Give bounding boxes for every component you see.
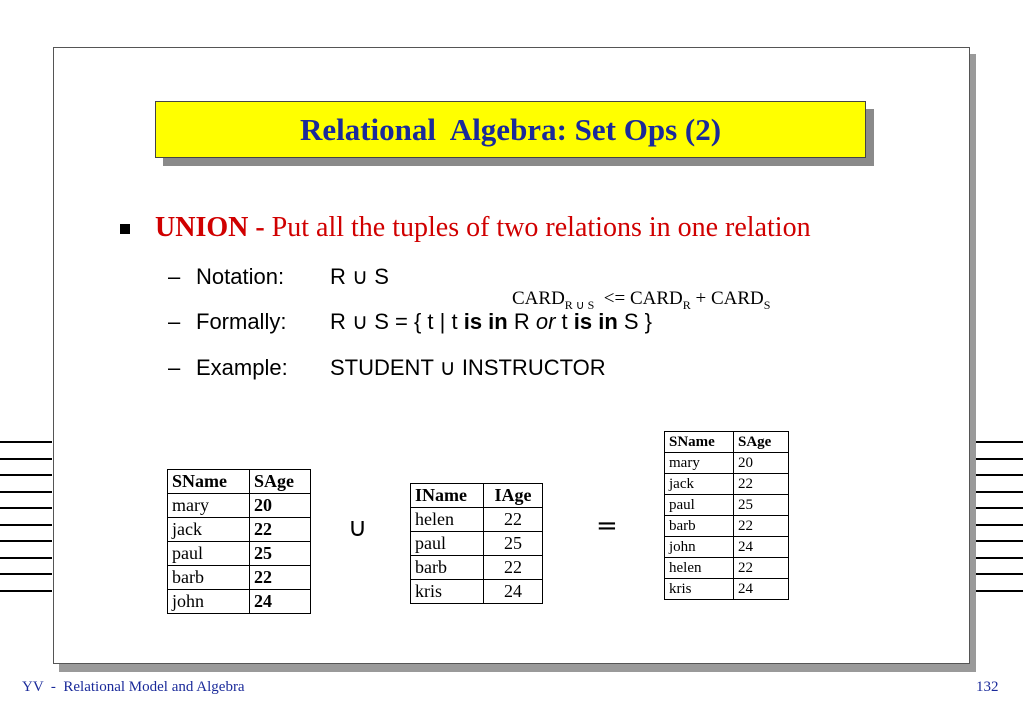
table-row <box>411 532 543 556</box>
table-row <box>665 537 789 558</box>
table-cell: 22 <box>734 516 789 537</box>
table-cell: 24 <box>734 579 789 600</box>
table-cell: john <box>168 590 250 614</box>
table-header-row <box>665 432 789 453</box>
column-header: SName <box>665 432 734 453</box>
formal-part: t <box>555 309 574 334</box>
dash: – <box>168 355 181 380</box>
card-sub-r: R <box>682 297 691 312</box>
table-cell: barb <box>168 566 250 590</box>
formally-item <box>168 309 652 335</box>
column-header: IName <box>411 484 484 508</box>
right-decorative-lines <box>975 441 1023 606</box>
table-cell: 25 <box>734 495 789 516</box>
table-cell: mary <box>665 453 734 474</box>
notation-label: Notation: <box>196 264 285 289</box>
table-row <box>168 518 311 542</box>
dash: – <box>168 309 181 334</box>
table-row <box>411 580 543 604</box>
formal-bold: is in <box>573 309 618 334</box>
table-cell: 24 <box>734 537 789 558</box>
table-row <box>411 556 543 580</box>
notation-item <box>168 264 389 290</box>
table-cell: barb <box>665 516 734 537</box>
formal-part: R ∪ S = { t | t <box>330 309 464 334</box>
table-cell: paul <box>665 495 734 516</box>
table-cell: 22 <box>484 508 543 532</box>
equals-operator: = <box>596 511 618 541</box>
table-cell: 22 <box>734 474 789 495</box>
slide-title: Relational Algebra: Set Ops (2) <box>299 111 722 147</box>
union-term: UNION - <box>155 212 272 243</box>
formal-italic: or <box>535 309 556 334</box>
column-header: SAge <box>734 432 789 453</box>
table-cell: kris <box>411 580 484 604</box>
table-row <box>665 579 789 600</box>
table-cell: jack <box>168 518 250 542</box>
instructor-table <box>410 483 543 604</box>
table-cell: kris <box>665 579 734 600</box>
dash: – <box>168 264 181 289</box>
example-item <box>168 355 606 381</box>
footer-page-number: 132 <box>976 679 999 695</box>
formal-bold: is in <box>463 309 508 334</box>
footer-course-title: YV - Relational Model and Algebra <box>22 679 245 695</box>
union-operator: ∪ <box>348 513 368 543</box>
table-row <box>665 474 789 495</box>
card-op: <= CARD <box>594 288 683 309</box>
table-cell: jack <box>665 474 734 495</box>
table-cell: 24 <box>484 580 543 604</box>
table-header-row <box>168 470 311 494</box>
table-cell: barb <box>411 556 484 580</box>
table-cell: 22 <box>484 556 543 580</box>
card-sub-union: R ∪ S <box>564 297 595 312</box>
table-row <box>665 516 789 537</box>
table-row <box>168 542 311 566</box>
table-cell: paul <box>411 532 484 556</box>
table-row <box>665 453 789 474</box>
table-cell: 22 <box>250 566 311 590</box>
table-cell: 25 <box>250 542 311 566</box>
table-cell: 20 <box>250 494 311 518</box>
table-cell: helen <box>665 558 734 579</box>
left-decorative-lines <box>0 441 52 606</box>
column-header: SName <box>168 470 250 494</box>
table-cell: mary <box>168 494 250 518</box>
table-cell: 22 <box>250 518 311 542</box>
formal-part: S } <box>617 309 653 334</box>
formal-part: R <box>507 309 536 334</box>
union-description: Put all the tuples of two relations in one relation <box>271 212 811 243</box>
title-box <box>155 101 866 158</box>
bullet-square-icon <box>120 224 130 234</box>
formally-label: Formally: <box>196 309 287 334</box>
table-row <box>665 558 789 579</box>
card-sub-s: S <box>763 297 771 312</box>
column-header: IAge <box>484 484 543 508</box>
table-cell: 25 <box>484 532 543 556</box>
column-header: SAge <box>250 470 311 494</box>
table-row <box>665 495 789 516</box>
example-value: STUDENT ∪ INSTRUCTOR <box>330 355 606 380</box>
table-row <box>168 494 311 518</box>
table-cell: 24 <box>250 590 311 614</box>
card-plus: + CARD <box>690 288 764 309</box>
union-bullet <box>155 212 811 244</box>
card-text: CARD <box>512 288 565 309</box>
table-cell: john <box>665 537 734 558</box>
table-cell: paul <box>168 542 250 566</box>
result-table <box>664 431 789 600</box>
table-row <box>411 508 543 532</box>
example-label: Example: <box>196 355 288 380</box>
table-cell: helen <box>411 508 484 532</box>
table-row <box>168 590 311 614</box>
student-table <box>167 469 311 614</box>
table-row <box>168 566 311 590</box>
table-cell: 22 <box>734 558 789 579</box>
table-cell: 20 <box>734 453 789 474</box>
table-header-row <box>411 484 543 508</box>
notation-value: R ∪ S <box>330 264 389 289</box>
